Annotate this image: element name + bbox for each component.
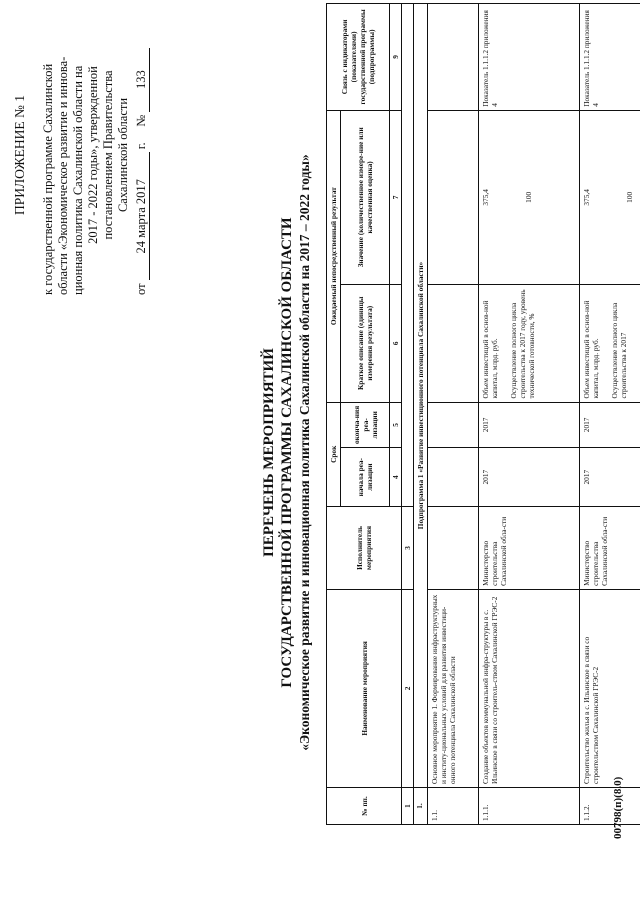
row-end <box>428 402 479 448</box>
header-term: Срок <box>327 402 341 507</box>
header-name: Наименование мероприятия <box>327 589 402 787</box>
result-value: 100 <box>524 191 533 203</box>
row-desc <box>428 284 479 402</box>
header-result-desc: Краткое описание (единицы измерения результата) <box>341 284 390 402</box>
subprogram-num: 1. <box>414 787 428 824</box>
row-executor: Министерство строительства Сахалинской обла-сти <box>580 507 640 590</box>
header-result-value: Значение (количественное измере-ние или качественная оценка) <box>341 110 390 284</box>
appendix-title: ПРИЛОЖЕНИЕ № 1 <box>12 94 27 216</box>
date-value: 24 марта 2017 <box>134 152 150 280</box>
row-link: Показатель 1.1.1.2 приложения 4 <box>580 4 640 111</box>
header-start: начала реа-лизации <box>341 448 390 507</box>
table-row <box>479 4 580 825</box>
appendix-line: ционная политика Сахалинской области на <box>71 65 85 295</box>
row-num: 1.1. <box>428 787 479 824</box>
appendix-block <box>12 15 150 295</box>
appendix-line: 2017 - 2022 годы», утвержденной <box>86 66 100 244</box>
row-num: 1.1.1. <box>479 787 580 824</box>
row-link <box>428 4 479 111</box>
column-number: 7 <box>390 110 402 284</box>
column-number: 5 <box>390 402 402 448</box>
header-executor: Исполнитель мероприятия <box>327 507 402 590</box>
header-num: № пп. <box>327 787 402 824</box>
row-link: Показатель 1.1.1.2 приложения 4 <box>479 4 580 111</box>
column-number: 4 <box>390 448 402 507</box>
result-desc: Осуществление полного цикла строительства к 2017 году, уровень технической готовности, % <box>509 289 536 399</box>
table-row <box>428 4 479 825</box>
row-end: 2017 <box>580 402 640 448</box>
appendix-line: постановлением Правительства <box>101 70 115 240</box>
column-number: 6 <box>390 284 402 402</box>
header-result: Ожидаемый непосредственный результат <box>327 110 341 402</box>
result-value: 375,4 <box>582 189 591 206</box>
date-prefix: от <box>134 283 148 295</box>
row-desc <box>580 284 640 402</box>
header-end: оконча-ния реа-лизации <box>341 402 390 448</box>
row-name: Строительство жилья в с. Ильинское в связи со строительством Сахалинской ГРЭС-2 <box>580 589 640 787</box>
appendix-text <box>41 15 131 295</box>
result-value: 100 <box>625 191 634 203</box>
spacer-cell <box>402 4 414 507</box>
subprogram-title: Подпрограмма 1 «Развитие инвестиционного потенциала Сахалинской области» <box>414 4 428 788</box>
measures-table <box>326 3 640 825</box>
heading-title: ПЕРЕЧЕНЬ МЕРОПРИЯТИЙ <box>261 348 277 557</box>
footer-code: 00798(п)(8.0) <box>612 776 624 839</box>
column-number: 1 <box>402 787 414 824</box>
column-number: 9 <box>390 4 402 111</box>
column-number: 3 <box>402 507 414 590</box>
row-desc <box>479 284 580 402</box>
result-desc: Объем инвестиций в основ-ной капитал, млрд. руб. <box>582 300 600 399</box>
table-row <box>580 4 640 825</box>
result-desc: Осуществление полного цикла строительства к 2017 <box>610 302 628 399</box>
column-number: 2 <box>402 589 414 787</box>
row-name: Создание объектов коммунальной инфра-структуры в с. Ильинское в связи со строитель-ством Сахалинской ГРЭС-2 <box>479 589 580 787</box>
appendix-line: области «Экономическое развитие и иннова- <box>56 56 70 295</box>
row-value <box>479 110 580 284</box>
result-desc: Объем инвестиций в основ-ной капитал, млрд. руб. <box>481 300 499 399</box>
result-value: 375,4 <box>481 189 490 206</box>
row-num: 1.1.2. <box>580 787 640 824</box>
heading-subtitle: ГОСУДАРСТВЕННОЙ ПРОГРАММЫ САХАЛИНСКОЙ ОБЛАСТИ <box>279 217 295 688</box>
row-value <box>428 110 479 284</box>
row-name: Основное мероприятие 1. Формирование инфраструктурных и институ-циональных условий для развития инвестици-онного потенциала Сахалинской области <box>428 589 479 787</box>
header-link: Связь с индикаторами (показателями) государственной программы (подпрограммы) <box>327 4 390 111</box>
number-label: № <box>134 114 148 127</box>
row-start: 2017 <box>479 448 580 507</box>
row-executor: Министерство строительства Сахалинской обла-сти <box>479 507 580 590</box>
row-start <box>428 448 479 507</box>
row-end: 2017 <box>479 402 580 448</box>
document-number: 133 <box>134 48 150 112</box>
row-start: 2017 <box>580 448 640 507</box>
heading-program-name: «Экономическое развитие и инновационная политика Сахалинской области на 2017 – 2022 годы» <box>297 154 312 751</box>
appendix-line: к государственной программе Сахалинской <box>41 63 55 295</box>
appendix-line: Сахалинской области <box>116 97 130 213</box>
year-suffix: г. <box>134 142 148 150</box>
row-value <box>580 110 640 284</box>
appendix-date-line <box>134 15 150 295</box>
row-executor <box>428 507 479 590</box>
